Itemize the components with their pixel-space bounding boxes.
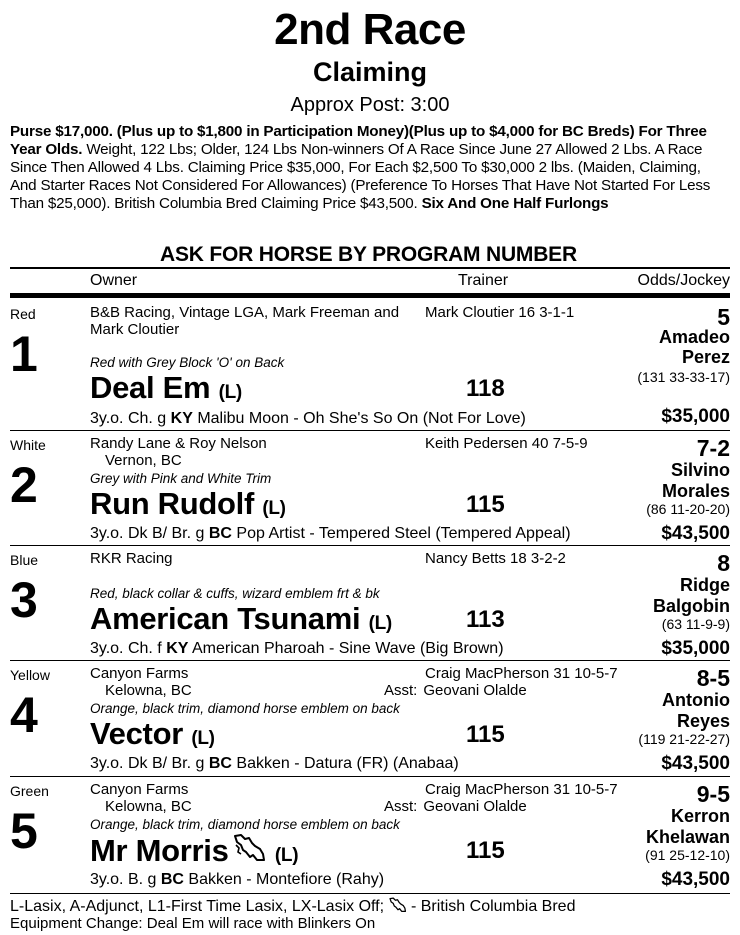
legend-bc-text: - British Columbia Bred <box>410 898 576 915</box>
horse-name-text: Vector <box>90 716 183 751</box>
breeding-pedigree: Bakken - Datura (FR) (Anabaa) <box>231 755 459 772</box>
silks: Red with Grey Block 'O' on Back <box>90 355 285 370</box>
jockey-last-name: Perez <box>681 347 730 367</box>
horse-name <box>90 717 215 756</box>
morning-line-odds: 9-5 <box>696 781 730 807</box>
race-conditions <box>10 123 730 213</box>
jockey-first-name: Kerron <box>670 806 730 826</box>
breeding-age-sex: 3y.o. Dk B/ Br. g <box>90 525 209 542</box>
assistant-label: Asst: <box>384 682 418 699</box>
saddlecloth-color: Green <box>10 783 49 799</box>
entry-2 <box>10 429 730 545</box>
conditions-lead: Purse $17,000. (Plus up to $1,800 in Participation Money)(Plus up to $4,000 for BC Breds) For Three Year Olds. <box>10 123 707 158</box>
footer-divider <box>10 893 730 894</box>
trainer: Keith Pedersen 40 7-5-9 <box>425 435 588 452</box>
breeding <box>90 524 571 543</box>
weight: 113 <box>466 606 505 633</box>
entry-4 <box>10 659 730 775</box>
jockey-first-name: Ridge <box>679 575 730 595</box>
horse-name <box>90 487 286 526</box>
breeding <box>90 409 526 428</box>
breeding-pedigree: Bakken - Montefiore (Rahy) <box>183 871 385 888</box>
breeding-state: KY <box>166 640 189 657</box>
silks: Grey with Pink and White Trim <box>90 471 272 486</box>
breeding <box>90 870 384 889</box>
medication: (L) <box>368 613 392 634</box>
jockey-last-name: Morales <box>661 481 730 501</box>
equipment-change: Equipment Change: Deal Em will race with Blinkers On <box>10 915 376 932</box>
owner-line-1: B&B Racing, Vintage LGA, Mark Freeman and <box>90 304 400 321</box>
column-header-owner: Owner <box>90 272 138 289</box>
program-number: 3 <box>10 572 38 628</box>
owner-line-2: Kelowna, BC <box>105 682 192 699</box>
saddlecloth-color: Blue <box>10 552 39 568</box>
jockey-last-name: Khelawan <box>645 827 730 847</box>
race-type: Claiming <box>312 57 427 87</box>
jockey-record: (63 11-9-9) <box>661 616 730 632</box>
program-number: 5 <box>10 803 38 859</box>
saddlecloth-color: Red <box>10 306 36 322</box>
silks: Orange, black trim, diamond horse emblem on back <box>90 817 400 832</box>
owner <box>90 435 420 469</box>
program-number: 2 <box>10 457 38 513</box>
breeding <box>90 639 504 658</box>
banner-divider <box>10 267 730 269</box>
breeding-age-sex: 3y.o. Ch. f <box>90 640 167 657</box>
jockey-record: (91 25-12-10) <box>645 847 730 863</box>
breeding-age-sex: 3y.o. Dk B/ Br. g <box>90 755 209 772</box>
conditions-body: Weight, 122 Lbs; Older, 124 Lbs Non-winners Of A Race Since June 27 Allowed 2 Lbs. A Race Since Then Allowed 4 Lbs. Claiming Price $35,000, For Each $2,500 To $30,000 2 lbs. (Maiden, Claiming, And Starter Races Not Considered For Allowances) (Preference To Horses That Have Not Started For Less Than $25,000). British Columbia Bred Claiming Price $43,500. <box>10 141 711 212</box>
assistant-name: Geovani Olalde <box>423 798 527 815</box>
breeding-age-sex: 3y.o. B. g <box>90 871 161 888</box>
race-number: 2nd Race <box>274 5 466 54</box>
program-number: 4 <box>10 687 38 743</box>
assistant-trainer <box>384 798 527 815</box>
entry-1 <box>10 298 730 427</box>
horse-name <box>90 371 242 410</box>
owner <box>90 304 420 338</box>
program-number-banner: ASK FOR HORSE BY PROGRAM NUMBER <box>160 243 577 266</box>
medication: (L) <box>191 728 215 749</box>
owner <box>90 665 420 699</box>
breeding-state: BC <box>208 525 232 542</box>
column-header-odds-jockey: Odds/Jockey <box>637 272 730 289</box>
owner-line-1: Randy Lane & Roy Nelson <box>90 435 267 452</box>
jockey-first-name: Silvino <box>670 460 730 480</box>
entry-3 <box>10 544 730 660</box>
horse-name-text: Mr Morris <box>90 833 229 868</box>
jockey-first-name: Antonio <box>662 690 730 710</box>
medication: (L) <box>274 845 299 866</box>
jockey-record: (86 11-20-20) <box>646 501 730 517</box>
breeding-pedigree: Pop Artist - Tempered Steel (Tempered Appeal) <box>231 525 571 542</box>
owner-line-1: RKR Racing <box>90 550 173 567</box>
program-number: 1 <box>10 326 38 382</box>
trainer: Mark Cloutier 16 3-1-1 <box>425 304 575 321</box>
breeding-pedigree: Malibu Moon - Oh She's So On (Not For Love) <box>192 410 526 427</box>
horse-name <box>90 602 392 641</box>
weight: 115 <box>466 721 505 748</box>
weight: 115 <box>466 491 505 518</box>
breeding-state: BC <box>160 871 184 888</box>
morning-line-odds: 8-5 <box>696 665 730 691</box>
weight: 115 <box>466 837 505 864</box>
conditions-distance: Six And One Half Furlongs <box>421 195 609 212</box>
horse-name-text: Run Rudolf <box>90 486 255 521</box>
owner <box>90 781 420 815</box>
claiming-price: $35,000 <box>661 638 730 659</box>
bc-bred-legend-icon <box>389 897 407 913</box>
jockey-record: (131 33-33-17) <box>637 369 730 385</box>
morning-line-odds: 8 <box>717 550 730 576</box>
breeding-state: BC <box>208 755 232 772</box>
horse-name <box>90 833 298 873</box>
claiming-price: $35,000 <box>661 406 730 427</box>
silks: Orange, black trim, diamond horse emblem on back <box>90 701 400 716</box>
weight: 118 <box>466 375 505 402</box>
horse-name-text: Deal Em <box>90 370 211 405</box>
claiming-price: $43,500 <box>661 753 730 774</box>
morning-line-odds: 7-2 <box>696 435 730 461</box>
trainer: Craig MacPherson 31 10-5-7 <box>425 781 618 798</box>
horse-name-text: American Tsunami <box>90 601 361 636</box>
jockey-last-name: Reyes <box>676 711 730 731</box>
owner <box>90 550 420 567</box>
medication: (L) <box>218 382 242 403</box>
owner-line-2: Vernon, BC <box>105 452 182 469</box>
post-time: Approx Post: 3:00 <box>290 94 450 116</box>
legend-text: L-Lasix, A-Adjunct, L1-First Time Lasix, LX-Lasix Off; <box>10 898 385 915</box>
breeding <box>90 754 459 773</box>
silks: Red, black collar & cuffs, wizard emblem frt & bk <box>90 586 380 601</box>
owner-line-2: Mark Cloutier <box>90 321 180 338</box>
assistant-trainer <box>384 682 527 699</box>
jockey-record: (119 21-22-27) <box>638 731 730 747</box>
jockey-last-name: Balgobin <box>653 596 730 616</box>
medication: (L) <box>262 498 286 519</box>
entry-5 <box>10 775 730 891</box>
breeding-age-sex: 3y.o. Ch. g <box>90 410 171 427</box>
owner-line-1: Canyon Farms <box>90 781 189 798</box>
jockey-first-name: Amadeo <box>658 327 730 347</box>
owner-line-1: Canyon Farms <box>90 665 189 682</box>
breeding-state: KY <box>170 410 193 427</box>
claiming-price: $43,500 <box>661 869 730 890</box>
bc-bred-icon <box>233 833 267 863</box>
trainer: Nancy Betts 18 3-2-2 <box>425 550 566 567</box>
claiming-price: $43,500 <box>661 523 730 544</box>
trainer: Craig MacPherson 31 10-5-7 <box>425 665 618 682</box>
saddlecloth-color: Yellow <box>10 667 50 683</box>
assistant-label: Asst: <box>384 798 418 815</box>
medication-legend <box>10 897 575 916</box>
assistant-name: Geovani Olalde <box>423 682 527 699</box>
morning-line-odds: 5 <box>717 304 730 330</box>
saddlecloth-color: White <box>10 437 46 453</box>
breeding-pedigree: American Pharoah - Sine Wave (Big Brown) <box>188 640 504 657</box>
owner-line-2: Kelowna, BC <box>105 798 192 815</box>
column-header-trainer: Trainer <box>458 272 509 289</box>
